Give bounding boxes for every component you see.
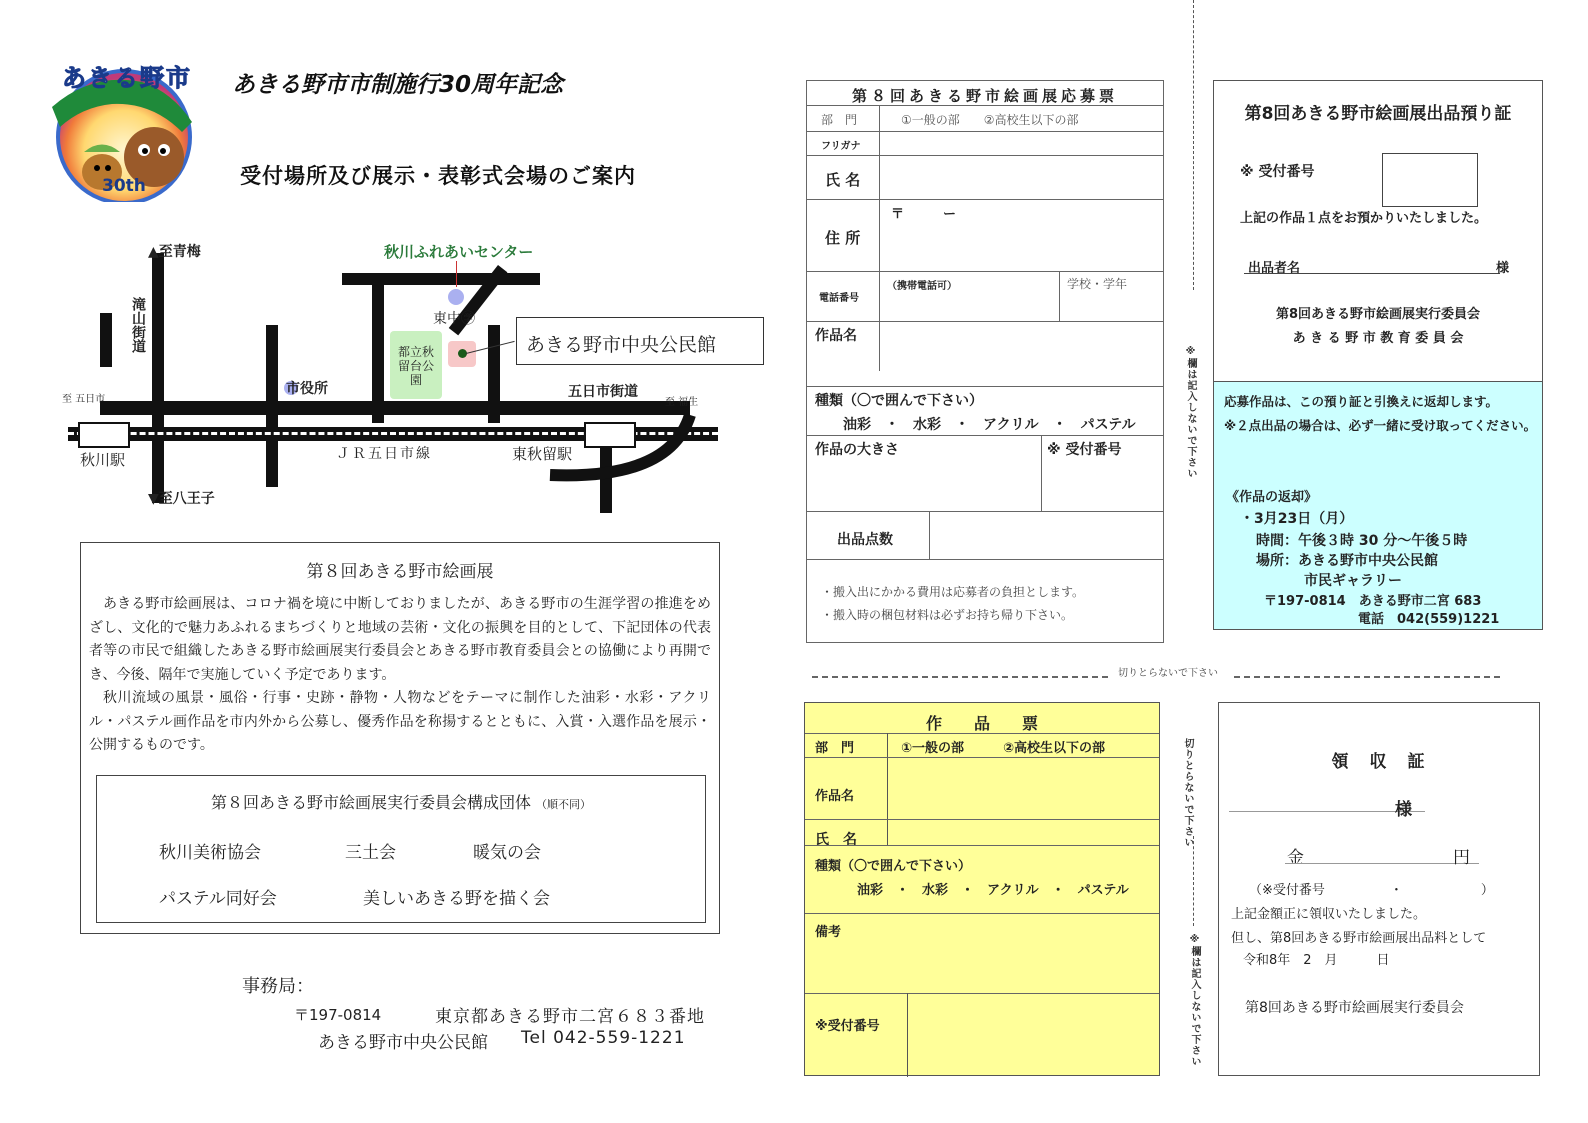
committee-note: （順不同） — [536, 798, 592, 811]
to-itsukaichi-label: 至 五日市 — [62, 394, 106, 405]
fureai-arrow — [456, 261, 457, 287]
receipt-title: 領 収 証 — [1331, 752, 1427, 772]
deposit-title: 第8回あきる野市絵画展出品預り証 — [1244, 104, 1512, 124]
info-title: 第８回あきる野市絵画展 — [306, 562, 494, 582]
fureai-center-label: 秋川ふれあいセンター — [384, 243, 534, 261]
work-tag-name-input[interactable] — [889, 821, 1159, 845]
address-input[interactable] — [880, 200, 1164, 270]
work-tag-kind-options[interactable]: 油彩 ・ 水彩 ・ アクリル ・ パステル — [857, 883, 1129, 898]
deposit-certificate — [1213, 80, 1543, 630]
work-tag-dept-options[interactable]: ①一般の部 ②高校生以下の部 — [901, 741, 1106, 756]
work-tag-remarks-input[interactable] — [813, 941, 1153, 991]
work-tag-name-label: 氏 名 — [815, 832, 857, 848]
group-1: 秋川美術協会 — [159, 843, 261, 863]
work-title-input[interactable] — [815, 345, 1161, 385]
cut-line-vertical-lower — [1193, 836, 1194, 926]
return-tel: 電話 042(559)1221 — [1358, 612, 1500, 627]
deposit-receipt-box[interactable] — [1382, 153, 1478, 207]
info-paragraph-2: 秋川流域の風景・風俗・行事・史跡・静物・人物などをテーマに制作した油彩・水彩・アクリル・パステル画作品を市内外から公募し、優秀作品を称揚するとともに、入賞・入選作品を展示・公開するものです。 — [89, 690, 711, 753]
higashi-akiru-label: 東秋留駅 — [512, 445, 573, 463]
road-north-south — [152, 253, 164, 503]
furigana-input[interactable] — [880, 132, 1164, 154]
return-place: 場所：あきる野市中央公民館 — [1256, 553, 1438, 569]
receipt-line-1: 上記金額正に領収いたしました。 — [1231, 907, 1427, 922]
count-input[interactable] — [931, 513, 1163, 557]
entry-school-label: 学校・学年 — [1067, 277, 1128, 291]
return-time: 時間：午後３時 30 分～午後５時 — [1256, 533, 1468, 549]
entry-count-label: 出品点数 — [837, 532, 893, 548]
entry-kind-label: 種類（〇で囲んで下さい） — [815, 393, 983, 409]
office-label: 事務局： — [242, 976, 314, 997]
entry-kind-options[interactable]: 油彩 ・ 水彩 ・ アクリル ・ パステル — [843, 417, 1136, 433]
work-tag-kind-label: 種類（〇で囲んで下さい） — [815, 859, 972, 874]
office-name: あきる野市中央公民館 — [318, 1033, 488, 1053]
committee-title-text: 第８回あきる野市絵画展実行委員会構成団体 — [210, 793, 531, 812]
size-input[interactable] — [815, 461, 1035, 509]
to-fussa-label: 至 福生 — [665, 397, 699, 408]
logo-title-text: あきる野市 — [62, 64, 192, 92]
office-address: 東京都あきる野市二宮６８３番地 — [435, 1007, 705, 1027]
exhibition-info-box — [80, 542, 720, 934]
receipt-amount-line[interactable] — [1285, 863, 1479, 864]
deposit-receipt-label: ※ 受付番号 — [1240, 164, 1315, 180]
logo-30th-text: 30th — [102, 176, 146, 196]
no-write-note-lower: ※欄は記入しないで下さい — [1189, 934, 1200, 1067]
receipt-sama: 様 — [1395, 800, 1412, 820]
entry-form — [806, 80, 1164, 643]
exhibitor-line[interactable] — [1244, 273, 1500, 274]
road-center-top — [342, 273, 540, 285]
akigawa-station-label: 秋川駅 — [80, 451, 126, 469]
entry-dept-label: 部 門 — [821, 113, 858, 127]
return-gallery: 市民ギャラリー — [1304, 573, 1402, 589]
cut-line-horizontal-left — [812, 676, 1108, 678]
entry-form-title: 第８回あきる野市絵画展応募票 — [851, 87, 1118, 105]
work-tag-title-input[interactable] — [889, 759, 1159, 817]
work-tag-dept-label: 部 門 — [815, 741, 855, 756]
receipt-issuer: 第8回あきる野市絵画展実行委員会 — [1245, 1000, 1464, 1016]
anniversary-title: あきる野市市制施行30周年記念 — [232, 72, 564, 98]
entry-dept-options: ①一般の部 ②高校生以下の部 — [901, 113, 1079, 127]
phone-input[interactable] — [880, 291, 1058, 319]
work-tag-title: 作 品 票 — [925, 714, 1038, 733]
entry-work-title-label: 作品名 — [815, 328, 857, 344]
city-hall-label: 市役所 — [286, 381, 328, 397]
access-map — [60, 235, 760, 525]
work-tag-title-label: 作品名 — [815, 789, 855, 804]
receipt-line-2: 但し、第8回あきる野市絵画展出品料として — [1231, 931, 1487, 946]
higashinaka-label: 東中㊫ — [433, 311, 475, 327]
deposit-org-1: 第8回あきる野市絵画展実行委員会 — [1275, 307, 1481, 322]
higashi-akiru-station-marker — [584, 422, 636, 448]
office-postal: 〒197-0814 — [294, 1006, 382, 1024]
itsukaichi-road-label: 五日市街道 — [568, 384, 638, 400]
jr-line-label: ＪＲ五日市線 — [336, 446, 432, 462]
work-tag-receipt-label: ※受付番号 — [815, 1019, 880, 1034]
return-notice-2: ※２点出品の場合は、必ず一緒に受け取ってください。 — [1224, 418, 1537, 433]
road-takiyama — [100, 313, 112, 367]
takiyama-label: 滝山街道 — [130, 297, 146, 353]
group-5: 美しいあきる野を描く会 — [363, 889, 550, 909]
no-cut-note-right: 切りとらないで下さい — [1182, 738, 1193, 848]
return-address: 〒197-0814 あきる野市二宮 683 — [1264, 594, 1482, 609]
deposit-org-2: あ き る 野 市 教 育 委 員 会 — [1292, 331, 1464, 346]
callout-label: あきる野市中央公民館 — [526, 334, 717, 356]
deposit-received-text: 上記の作品１点をお預かりいたしました。 — [1240, 211, 1488, 226]
committee-title — [97, 790, 705, 813]
guide-title: 受付場所及び展示・表彰式会場のご案内 — [240, 164, 636, 188]
entry-note-1: ・搬入出にかかる費用は応募者の負担とします。 — [821, 585, 1085, 599]
receipt — [1218, 702, 1540, 1076]
cut-line-horizontal-right — [1234, 676, 1500, 678]
office-tel: Tel 042-559-1221 — [521, 1028, 686, 1048]
entry-postal-mark: 〒 ー — [891, 207, 957, 222]
north-label: ▲至青梅 — [148, 244, 201, 260]
info-paragraph-1: あきる野市絵画展は、コロナ禍を境に中断しておりましたが、あきる野市の生涯学習の推進をめざし、文化的で魅力あふれるまちづくりと地域の芸術・文化の振興を目的として、下記団体の代表者等の市民で組織したあきる野市絵画展実行委員会とあきる野市教育委員会との協働により再開でき、今後、隔年で実施していく予定であります。 — [89, 596, 711, 683]
entry-furigana-label: フリガナ — [821, 141, 861, 152]
committee-box — [96, 775, 706, 923]
cut-line-vertical-upper — [1193, 0, 1194, 290]
south-label: ▼至八王子 — [148, 491, 215, 507]
work-tag-remarks-label: 備考 — [815, 925, 842, 940]
entry-note-2: ・搬入時の梱包材料は必ずお持ち帰り下さい。 — [821, 608, 1074, 622]
return-notice-1: 応募作品は、この預り証と引換えに返却します。 — [1224, 394, 1499, 409]
work-tag — [804, 702, 1160, 1076]
receipt-no-line: （※受付番号 ・ ） — [1249, 883, 1494, 898]
no-write-note-upper: ※欄は記入しないで下さい — [1185, 346, 1196, 479]
entry-mobile-note: （携帯電話可） — [887, 281, 957, 292]
group-3: 暖気の会 — [473, 843, 541, 863]
return-info-panel — [1214, 381, 1542, 629]
entry-size-label: 作品の大きさ — [815, 442, 899, 458]
entry-receipt-no-label: ※ 受付番号 — [1047, 442, 1122, 458]
group-2: 三土会 — [345, 843, 396, 863]
no-cut-note-middle: 切りとらないで下さい — [1118, 668, 1218, 679]
receipt-date: 令和8年 2 月 日 — [1243, 953, 1390, 968]
park-label: 都立秋留台公園 — [397, 345, 434, 387]
entry-phone-label: 電話番号 — [819, 293, 859, 304]
entry-name-label: 氏 名 — [825, 171, 861, 189]
receipt-kin: 金 — [1287, 848, 1304, 868]
akigawa-station-marker — [78, 422, 130, 448]
deposit-sama: 様 — [1496, 261, 1510, 276]
entry-address-label: 住 所 — [825, 229, 861, 247]
name-input[interactable] — [880, 156, 1164, 198]
receipt-yen: 円 — [1453, 848, 1470, 868]
return-date: ・3月23日（月） — [1240, 511, 1354, 527]
return-title: 《作品の返却》 — [1226, 490, 1318, 505]
fureai-center-dot — [448, 289, 464, 305]
group-4: パステル同好会 — [159, 889, 277, 909]
logo — [42, 52, 202, 202]
deposit-exhibitor-label: 出品者名 — [1248, 261, 1301, 276]
school-input[interactable] — [1060, 291, 1164, 319]
